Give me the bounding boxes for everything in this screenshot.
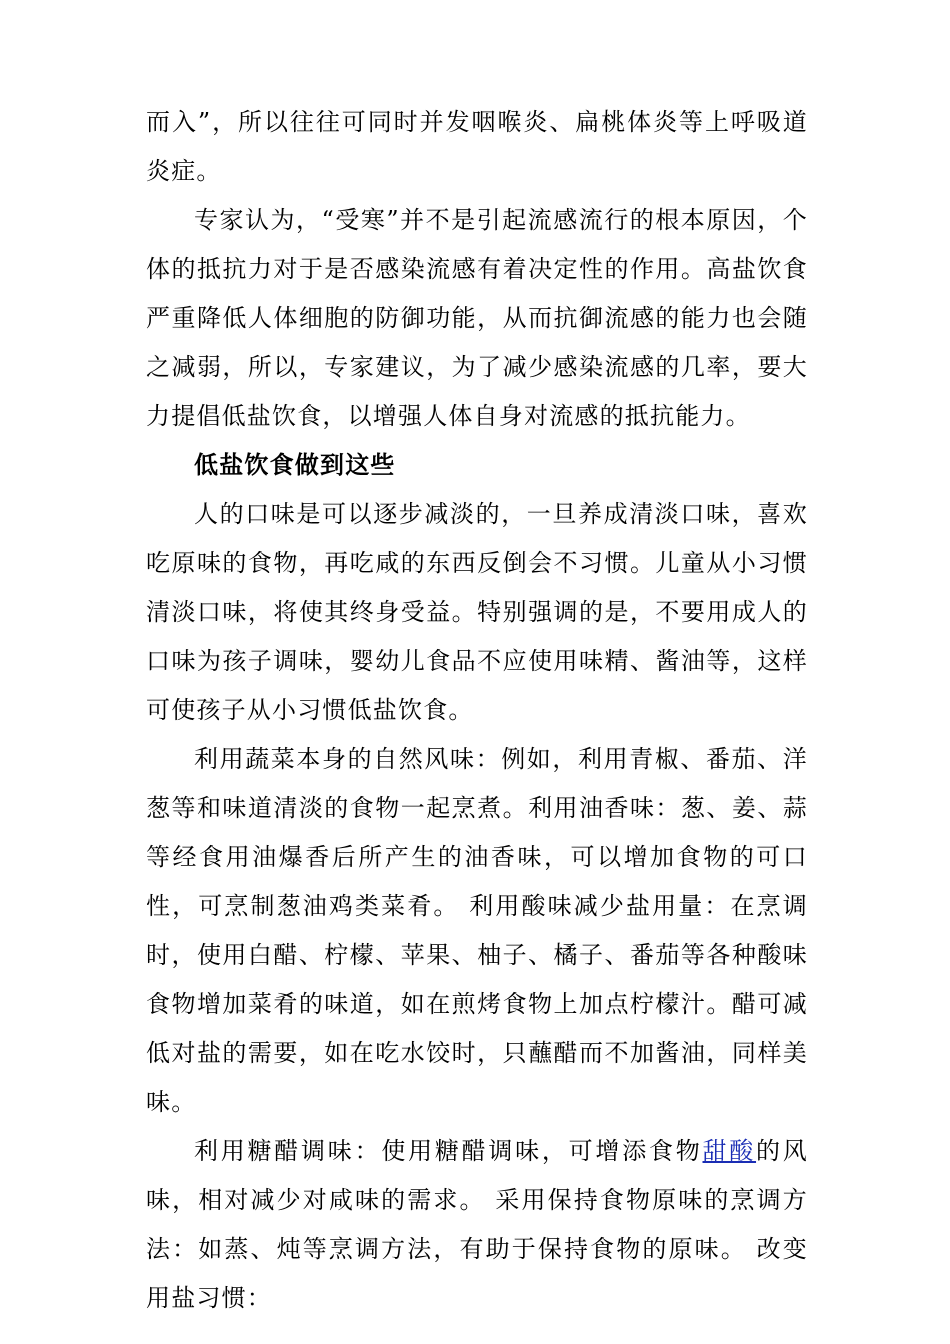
paragraph-sweet-sour-text-before: 利用糖醋调味：使用糖醋调味，可增添食物: [194, 1137, 703, 1165]
sweet-sour-link[interactable]: 甜酸: [702, 1137, 757, 1165]
document-body: [146, 98, 808, 1323]
paragraph-taste-habits: 人的口味是可以逐步减淡的，一旦养成清淡口味，喜欢吃原味的食物，再吃咸的东西反倒会不习惯。儿童从小习惯清淡口味，将使其终身受益。特别强调的是，不要用成人的口味为孩子调味，婴幼儿食品不应使用味精、酱油等，这样可使孩子从小习惯低盐饮食。: [146, 500, 808, 724]
paragraph-continuation: 而入”，所以往往可同时并发咽喉炎、扁桃体炎等上呼吸道炎症。: [146, 108, 808, 185]
paragraph-flavor-tips: 利用蔬菜本身的自然风味：例如，利用青椒、番茄、洋葱等和味道清淡的食物一起烹煮。利用油香味：葱、姜、蒜等经食用油爆香后所产生的油香味，可以增加食物的可口性，可烹制葱油鸡类菜肴。 利用酸味减少盐用量：在烹调时，使用白醋、柠檬、苹果、柚子、橘子、番茄等各种酸味食物增加菜肴的味道，如在煎烤食物上加点柠檬汁。醋可减低对盐的需要，如在吃水饺时，只蘸醋而不加酱油，同样美味。: [146, 745, 808, 1116]
section-heading: 低盐饮食做到这些: [194, 451, 396, 479]
paragraph-sweet-sour: [146, 1127, 808, 1323]
paragraph-expert-opinion: 专家认为，“受寒”并不是引起流感流行的根本原因，个体的抵抗力对于是否感染流感有着决定性的作用。高盐饮食严重降低人体细胞的防御功能，从而抗御流感的能力也会随之减弱，所以，专家建议，为了减少感染流感的几率，要大力提倡低盐饮食，以增强人体自身对流感的抵抗能力。: [146, 206, 808, 430]
paragraph-sweet-sour-text-after: 的风味，相对减少对咸味的需求。 采用保持食物原味的烹调方法：如蒸、炖等烹调方法，有助于保持食物的原味。 改变用盐习惯：: [146, 1137, 808, 1312]
